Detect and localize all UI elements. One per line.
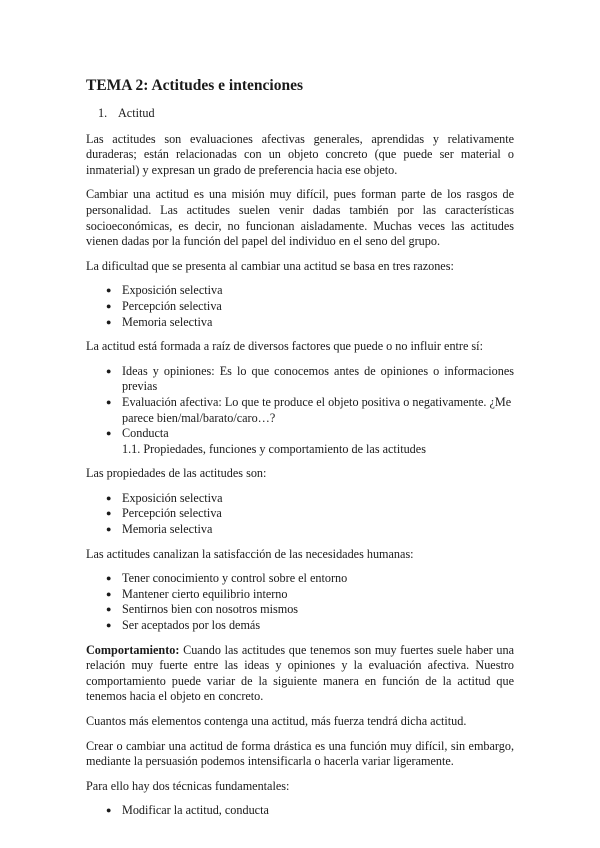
- bullet-icon: ●: [106, 428, 112, 439]
- bullet-icon: ●: [106, 588, 112, 599]
- list-item: ● Memoria selectiva: [106, 314, 213, 329]
- list-techniques: [86, 803, 514, 819]
- bullet-icon: ●: [106, 316, 112, 327]
- paragraph-three-reasons: La dificultad que se presenta al cambiar una actitud se basa en tres razones:: [86, 258, 454, 273]
- paragraph-definition: Las actitudes son evaluaciones afectivas generales, aprendidas y relativamente duraderas; están relacionadas con un objeto concreto (que puede ser material o inmaterial) y expresan un grado de preferencia hacia ese objeto.: [86, 131, 514, 177]
- paragraph-factors: La actitud está formada a raíz de diversos factores que puede o no influir entre sí:: [86, 339, 483, 354]
- paragraph-strength: Cuantos más elementos contenga una actitud, más fuerza tendrá dicha actitud.: [86, 714, 467, 728]
- bullet-icon: ●: [106, 573, 112, 584]
- bullet-icon: ●: [106, 285, 112, 296]
- bullet-icon: ●: [106, 508, 112, 519]
- list-item: ● Percepción selectiva: [106, 298, 222, 313]
- list-item: ● Exposición selectiva: [106, 283, 223, 298]
- bullet-icon: ●: [106, 805, 112, 816]
- bullet-icon: ●: [106, 396, 112, 407]
- paragraph-persuasion: Crear o cambiar una actitud de forma drástica es una función muy difícil, sin embargo, mediante la persuasión podemos intensificarla o hacerla variar ligeramente.: [86, 738, 514, 769]
- bullet-icon: ●: [106, 365, 112, 376]
- paragraph-change-difficulty: Cambiar una actitud es una misión muy difícil, pues forman parte de los rasgos de personalidad. Las actitudes suelen venir dadas también por las características socioeconómicas, es decir, no funcionan aisladamente. Muchas veces las actitudes vienen dadas por la función del papel del individuo en el seno del grupo.: [86, 187, 514, 249]
- bullet-icon: ●: [106, 604, 112, 615]
- bullet-icon: ●: [106, 524, 112, 535]
- bullet-icon: ●: [106, 300, 112, 311]
- bullet-icon: ●: [106, 492, 112, 503]
- list-item: ● Exposición selectiva: [106, 490, 223, 505]
- list-item: ● Tener conocimiento y control sobre el entorno: [106, 571, 348, 586]
- section-label: Actitud: [118, 106, 155, 120]
- list-item: ● Modificar la actitud, conducta: [106, 803, 269, 818]
- list-needs: [86, 571, 514, 633]
- subsection-heading: 1.1. Propiedades, funciones y comportamiento de las actitudes: [122, 441, 426, 456]
- list-item: ● Mantener cierto equilibrio interno: [106, 586, 288, 601]
- list-item: ● Conducta 1.1. Propiedades, funciones y comportamiento de las actitudes: [106, 426, 514, 457]
- section-heading-actitud: [86, 106, 514, 122]
- list-item: ● Memoria selectiva: [106, 522, 213, 537]
- list-item: ● Ideas y opiniones: Es lo que conocemos antes de opiniones o informaciones previas: [106, 363, 514, 394]
- bullet-icon: ●: [106, 620, 112, 631]
- list-item: ● Percepción selectiva: [106, 506, 222, 521]
- section-number: 1.: [98, 106, 108, 120]
- list-item: ● Evaluación afectiva: Lo que te produce el objeto positiva o negativamente. ¿Me parece bien/mal/barato/caro…?: [106, 394, 512, 425]
- list-properties: [86, 491, 514, 538]
- paragraph-needs: Las actitudes canalizan la satisfacción de las necesidades humanas:: [86, 546, 414, 561]
- list-reasons: [86, 283, 514, 330]
- paragraph-properties: Las propiedades de las actitudes son:: [86, 466, 267, 481]
- document-title: TEMA 2: Actitudes e intenciones: [86, 77, 303, 94]
- list-factors: [86, 364, 514, 458]
- paragraph-techniques: Para ello hay dos técnicas fundamentales:: [86, 778, 290, 793]
- list-item: ● Sentirnos bien con nosotros mismos: [106, 602, 299, 617]
- paragraph-behaviour: Comportamiento: Cuando las actitudes que tenemos son muy fuertes suele haber una relación muy fuerte entre las ideas y opiniones y la evaluación afectiva. Nuestro comportamiento puede variar de la siguiente manera en función de la actitud que tenemos hacia el objeto en concreto.: [86, 642, 514, 704]
- list-item: ● Ser aceptados por los demás: [106, 618, 261, 633]
- behaviour-label: Comportamiento:: [86, 642, 180, 657]
